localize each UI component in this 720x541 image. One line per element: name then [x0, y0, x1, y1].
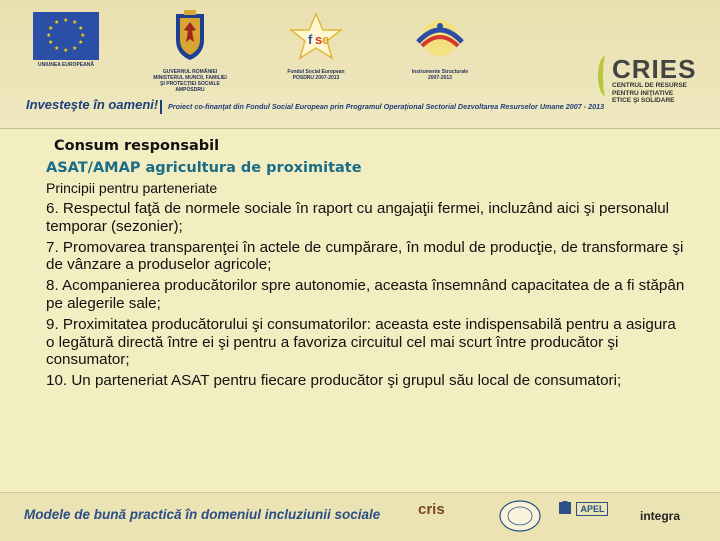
- slide-content: [46, 136, 686, 390]
- fse-caption: Fondul Social European POSDRU 2007-2013: [287, 69, 345, 81]
- cries-subtitle: CENTRUL DE RESURSE PENTRU INIŢIATIVE ETICE ŞI SOLIDARE: [612, 82, 688, 104]
- lead-text: Principii pentru parteneriate: [46, 180, 218, 196]
- slide-title: Consum responsabil: [54, 138, 220, 154]
- romania-logo: [140, 10, 240, 93]
- slogan: Investeşte în oameni!: [26, 97, 159, 112]
- cris-logo: [418, 501, 445, 533]
- principle-item: 9. Proximitatea producătorului şi consumatorilor: aceasta este indispensabilă pentru a asigura o legătură directă între ei şi pentru a favoriza circuitul cel mai scurt între producător şi consumator;: [46, 315, 676, 369]
- apel-logo: [558, 499, 608, 531]
- principle-item: 8. Acompanierea producătorilor spre autonomie, aceasta însemnând capacitatea de a fi stăpân pe alegerile sale;: [46, 277, 685, 312]
- project-cofinanced-line: Proiect co-finanţat din Fondul Social European prin Programul Operaţional Sectorial Dezvoltarea Resurselor Umane 2007 - 2013: [168, 102, 605, 111]
- svg-text:f: f: [308, 32, 313, 47]
- header-banner: [0, 0, 720, 129]
- structural-logo: [392, 12, 488, 81]
- romania-crest-icon: [170, 10, 210, 62]
- eu-flag-icon: ★ ★ ★ ★ ★ ★ ★ ★ ★ ★ ★ ★: [33, 12, 99, 60]
- slogan-divider: [160, 100, 162, 114]
- footer-bar: [0, 492, 720, 541]
- cries-name: CRIES: [612, 54, 697, 84]
- fse-star-icon: [286, 12, 346, 62]
- svg-text:e: e: [322, 32, 330, 47]
- eu-caption: UNIUNEA EUROPEANĂ: [38, 62, 94, 68]
- principle-item: 7. Promovarea transparenţei în actele de cumpărare, în modul de producţie, de transformare şi de vânzare a produselor agricole;: [46, 238, 684, 274]
- footer-caption: Modele de bună practică în domeniul incluziunii sociale: [24, 507, 381, 522]
- slide-subtitle: ASAT/AMAP agricultura de proximitate: [46, 160, 362, 176]
- principle-item: 6. Respectul faţă de normele sociale în raport cu angajaţii fermei, incluzând aici şi personalul temporar (sezonier);: [46, 200, 670, 235]
- romania-caption: GUVERNUL ROMÂNIEI MINISTERUL MUNCII, FAMILIEI ŞI PROTECŢIEI SOCIALE AMPOSDRU: [153, 69, 227, 93]
- cris-label: cris: [418, 501, 445, 518]
- principle-item: 10. Un parteneriat ASAT pentru fiecare producător şi grupul său local de consumatori;: [46, 372, 622, 390]
- apel-label: APEL: [576, 502, 608, 516]
- structural-caption: Instrumente Structurale 2007-2013: [411, 69, 469, 81]
- structural-instruments-icon: [410, 12, 470, 62]
- puzzle-icon: [558, 501, 572, 515]
- cries-logo: [612, 56, 712, 105]
- fse-logo: [276, 12, 356, 81]
- cries-swoosh-icon: [598, 56, 613, 96]
- partner-seal-icon: [498, 499, 542, 531]
- integra-logo: [640, 507, 680, 539]
- svg-text:s: s: [315, 32, 323, 47]
- integra-label: integra: [640, 509, 681, 523]
- eu-logo: [26, 12, 106, 68]
